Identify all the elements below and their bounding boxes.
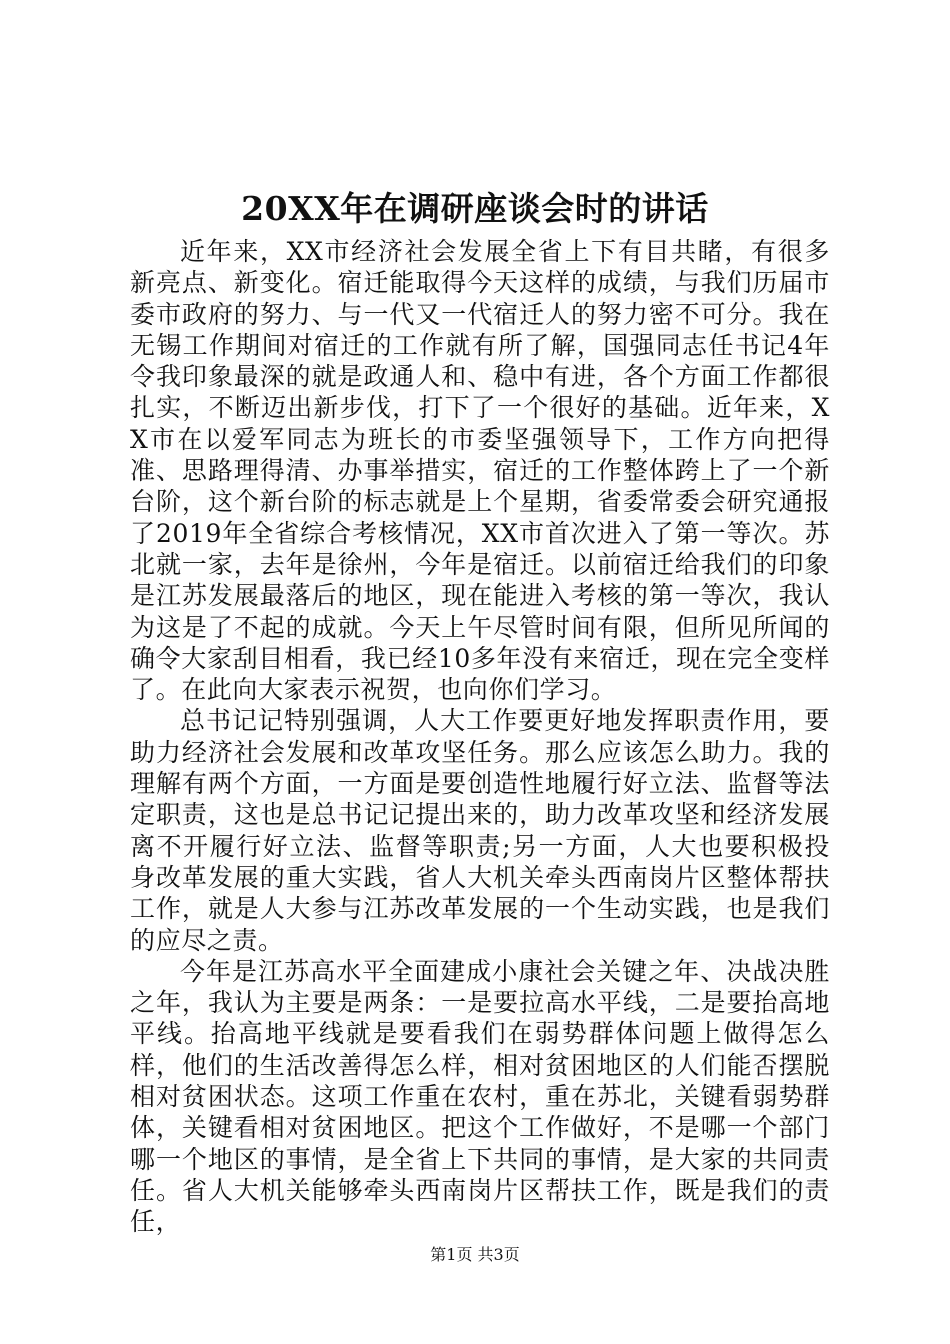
paragraph-1: 近年来，XX市经济社会发展全省上下有目共睹，有很多新亮点、新变化。宿迁能取得今天这样的成绩，与我们历届市委市政府的努力、与一代又一代宿迁人的努力密不可分。我在无锡工作期间对宿迁的工作就有所了解，国强同志任书记4年令我印象最深的就是政通人和、稳中有进，各个方面工作都很扎实，不断迈出新步伐，打下了一个很好的基础。近年来，XX市在以爱军同志为班长的市委坚强领导下，工作方向把得准、思路理得清、办事举措实，宿迁的工作整体跨上了一个新台阶，这个新台阶的标志就是上个星期，省委常委会研究通报了2019年全省综合考核情况，XX市首次进入了第一等次。苏北就一家，去年是徐州，今年是宿迁。以前宿迁给我们的印象是江苏发展最落后的地区，现在能进入考核的第一等次，我认为这是了不起的成就。今天上午尽管时间有限，但所见所闻的确令大家刮目相看，我已经10多年没有来宿迁，现在完全变样了。在此向大家表示祝贺，也向你们学习。 bbox=[130, 237, 830, 705]
page-footer: 第1页 共3页 bbox=[430, 1245, 520, 1264]
document-title: 20XX年在调研座谈会时的讲话 bbox=[241, 189, 709, 228]
document-body bbox=[130, 236, 830, 1238]
paragraph-2: 总书记记特别强调，人大工作要更好地发挥职责作用，要助力经济社会发展和改革攻坚任务。那么应该怎么助力。我的理解有两个方面，一方面是要创造性地履行好立法、监督等法定职责，这也是总书记记提出来的，助力改革攻坚和经济发展离不开履行好立法、监督等职责;另一方面，人大也要积极投身改革发展的重大实践，省人大机关牵头西南岗片区整体帮扶工作，就是人大参与江苏改革发展的一个生动实践，也是我们的应尽之责。 bbox=[130, 706, 830, 955]
paragraph-3: 今年是江苏高水平全面建成小康社会关键之年、决战决胜之年，我认为主要是两条：一是要拉高水平线，二是要抬高地平线。抬高地平线就是要看我们在弱势群体问题上做得怎么样，他们的生活改善得怎么样，相对贫困地区的人们能否摆脱相对贫困状态。这项工作重在农村，重在苏北，关键看弱势群体，关键看相对贫困地区。把这个工作做好，不是哪一个部门哪一个地区的事情，是全省上下共同的事情，是大家的共同责任。省人大机关能够牵头西南岗片区帮扶工作，既是我们的责任， bbox=[130, 956, 830, 1237]
